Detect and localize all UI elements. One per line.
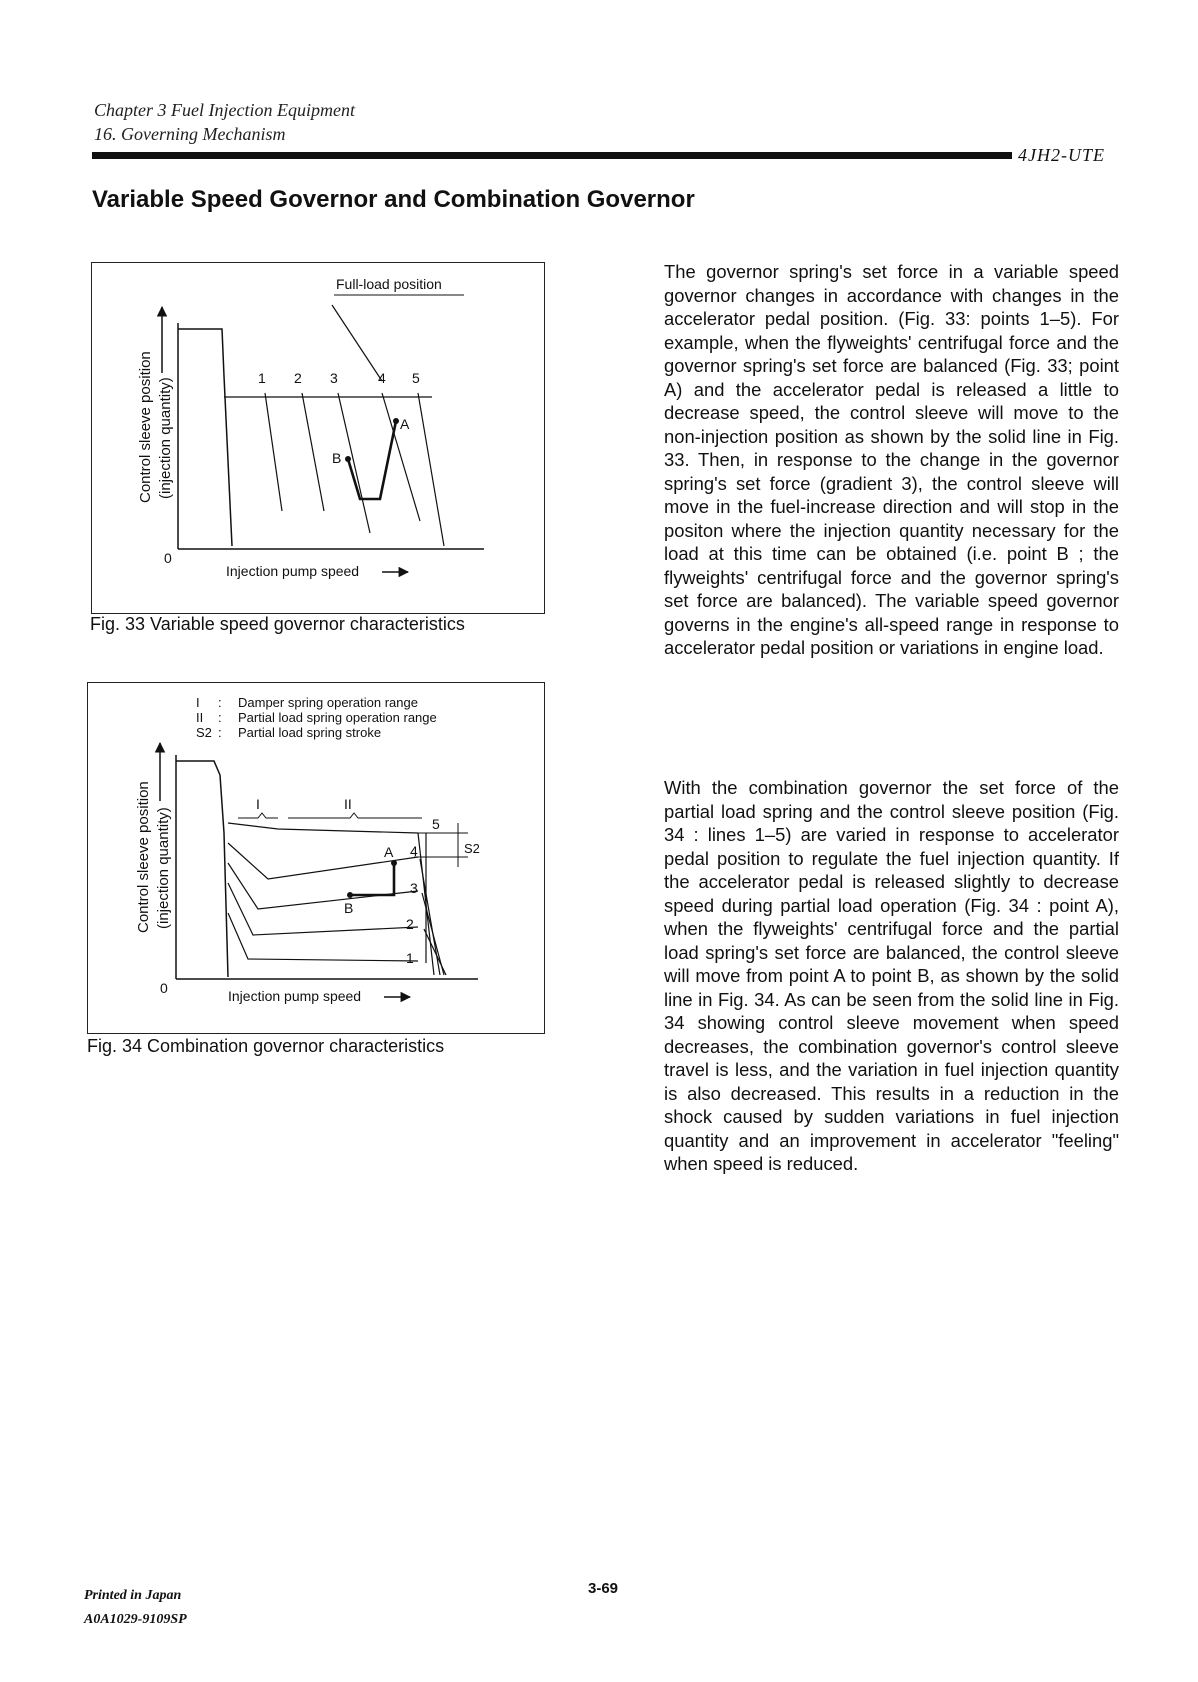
fig34-line-3: [228, 863, 418, 909]
fig33-full-load-curve: [178, 329, 232, 546]
fig34-legend-symbol-s2: S2: [196, 725, 212, 740]
fig33-svg: [92, 263, 544, 613]
fig34-full-load-curve: [176, 761, 228, 977]
fig34-point-b-dot: [347, 892, 353, 898]
body-paragraph-1: [664, 260, 1119, 660]
fig34-movement-path: [352, 863, 394, 895]
fig34-legend-symbol-ii: II: [196, 710, 204, 725]
fig34-line-5-number: 5: [432, 816, 440, 832]
fig34-line-2: [228, 883, 418, 935]
fig34-legend-symbol-i: I: [196, 695, 200, 710]
fig34-s2-label: S2: [464, 841, 480, 856]
fig34-range-ii-bracket: [288, 813, 422, 818]
fig34-range-i-label: I: [256, 796, 260, 812]
fig34-cutoff-4: [424, 929, 446, 975]
fig33-full-load-label: Full-load position: [336, 276, 442, 292]
fig33-movement-path: [348, 421, 396, 499]
chapter-heading: Chapter 3 Fuel Injection Equipment: [94, 100, 355, 120]
fig34-point-a-dot: [391, 860, 397, 866]
fig33-line-3: [338, 393, 370, 533]
fig34-svg: [88, 683, 544, 1033]
fig34-point-a-label: A: [384, 844, 394, 860]
fig34-origin: 0: [160, 980, 168, 996]
fig34-line-5: [228, 823, 418, 833]
fig33-line-5: [418, 393, 444, 546]
fig33-point-b-dot: [345, 456, 351, 462]
fig33-x-label: Injection pump speed: [226, 563, 360, 579]
fig33-line-4-number: 4: [378, 370, 386, 386]
page-title: Variable Speed Governor and Combination Governor: [92, 186, 695, 213]
fig34-y-label-1: Control sleeve position: [135, 781, 152, 933]
fig33-line-2-number: 2: [294, 370, 302, 386]
fig33-point-a-label: A: [400, 416, 410, 432]
fig33-line-2: [302, 393, 324, 511]
fig34-cutoff-2: [420, 859, 440, 975]
section-heading: 16. Governing Mechanism: [94, 124, 286, 144]
fig34-legend-text-s2: Partial load spring stroke: [238, 725, 382, 740]
fig34-legend-sep-3: :: [218, 725, 222, 740]
fig34-range-ii-label: II: [344, 796, 352, 812]
fig33-line-3-number: 3: [330, 370, 338, 386]
page-number: 3-69: [588, 1580, 619, 1597]
fig34-y-label-2: (injection quantity): [155, 807, 172, 929]
fig34-diagram: [87, 682, 545, 1034]
fig33-y-label-2: (injection quantity): [157, 377, 174, 499]
fig34-legend-text-ii: Partial load spring operation range: [238, 710, 437, 725]
fig34-line-2-number: 2: [406, 916, 414, 932]
header-rule: [92, 152, 1012, 159]
fig34-range-i-bracket: [238, 813, 278, 818]
fig33-line-1: [265, 393, 282, 511]
fig34-x-label: Injection pump speed: [228, 988, 362, 1004]
fig33-origin: 0: [164, 550, 172, 566]
fig33-caption: Fig. 33 Variable speed governor characteristics: [90, 614, 465, 634]
fig34-legend-text-i: Damper spring operation range: [238, 695, 418, 710]
body-paragraph-2: [664, 776, 1119, 1176]
fig34-point-b-label: B: [344, 900, 354, 916]
body-paragraph-1-text: The governor spring's set force in a variable speed governor changes in accordance with changes in the accelerator pedal position. (Fig. 33: points 1–5). For example, when the flyweights' centrifugal force and the governor spring's set force are balanced (Fig. 33; point A) and the accelerator pedal is released a little to decrease speed, the control sleeve will move to the non-injection position as shown by the solid line in Fig. 33. Then, in response to the change in the governor spring's set force (gradient 3), the control sleeve will move in the fuel-increase direction and will stop in the positon where the injection quantity necessary for the load at this time can be obtained (i.e. point B ; the flyweights' centrifugal force and the governor spring's set force are balanced). The variable speed governor governs in the engine's all-speed range in response to accelerator pedal position or variations in engine load.: [664, 261, 1119, 658]
body-paragraph-2-text: With the combination governor the set force of the partial load spring and the control sleeve position (Fig. 34 : lines 1–5) are varied in response to accelerator pedal position to regulate the fuel injection quantity. If the accelerator pedal is released slightly to decrease speed during partial load operation (Fig. 34 : point A), when the flyweights' centrifugal force and the partial load spring's set force are balanced, the control sleeve will move from point A to point B, as shown by the solid line in Fig. 34. As can be seen from the solid line in Fig. 34 showing control sleeve movement when speed decreases, the combination governor's control sleeve travel is less, and the variation in fuel injection quantity is also decreased. This results in a reduction in the shock caused by sudden variations in fuel injection quantity and an improvement in accelerator "feeling" when speed is reduced.: [664, 777, 1119, 1174]
fig34-line-1-number: 1: [406, 950, 414, 966]
footer-printed: Printed in Japan: [84, 1588, 182, 1603]
fig33-diagram: [91, 262, 545, 614]
model-code: 4JH2-UTE: [1018, 145, 1105, 165]
fig33-point-b-label: B: [332, 450, 342, 466]
fig33-line-1-number: 1: [258, 370, 266, 386]
fig34-caption: Fig. 34 Combination governor characteristics: [87, 1036, 445, 1056]
fig34-line-4-number: 4: [410, 843, 418, 859]
fig33-label-leader: [332, 305, 382, 381]
fig33-y-label-1: Control sleeve position: [137, 351, 154, 503]
fig33-line-5-number: 5: [412, 370, 420, 386]
fig34-line-1: [228, 913, 418, 961]
fig34-legend-sep-1: :: [218, 695, 222, 710]
footer-doc-code: A0A1029-9109SP: [84, 1612, 187, 1627]
fig33-point-a-dot: [393, 418, 399, 424]
fig34-legend-sep-2: :: [218, 710, 222, 725]
fig34-line-3-number: 3: [410, 880, 418, 896]
